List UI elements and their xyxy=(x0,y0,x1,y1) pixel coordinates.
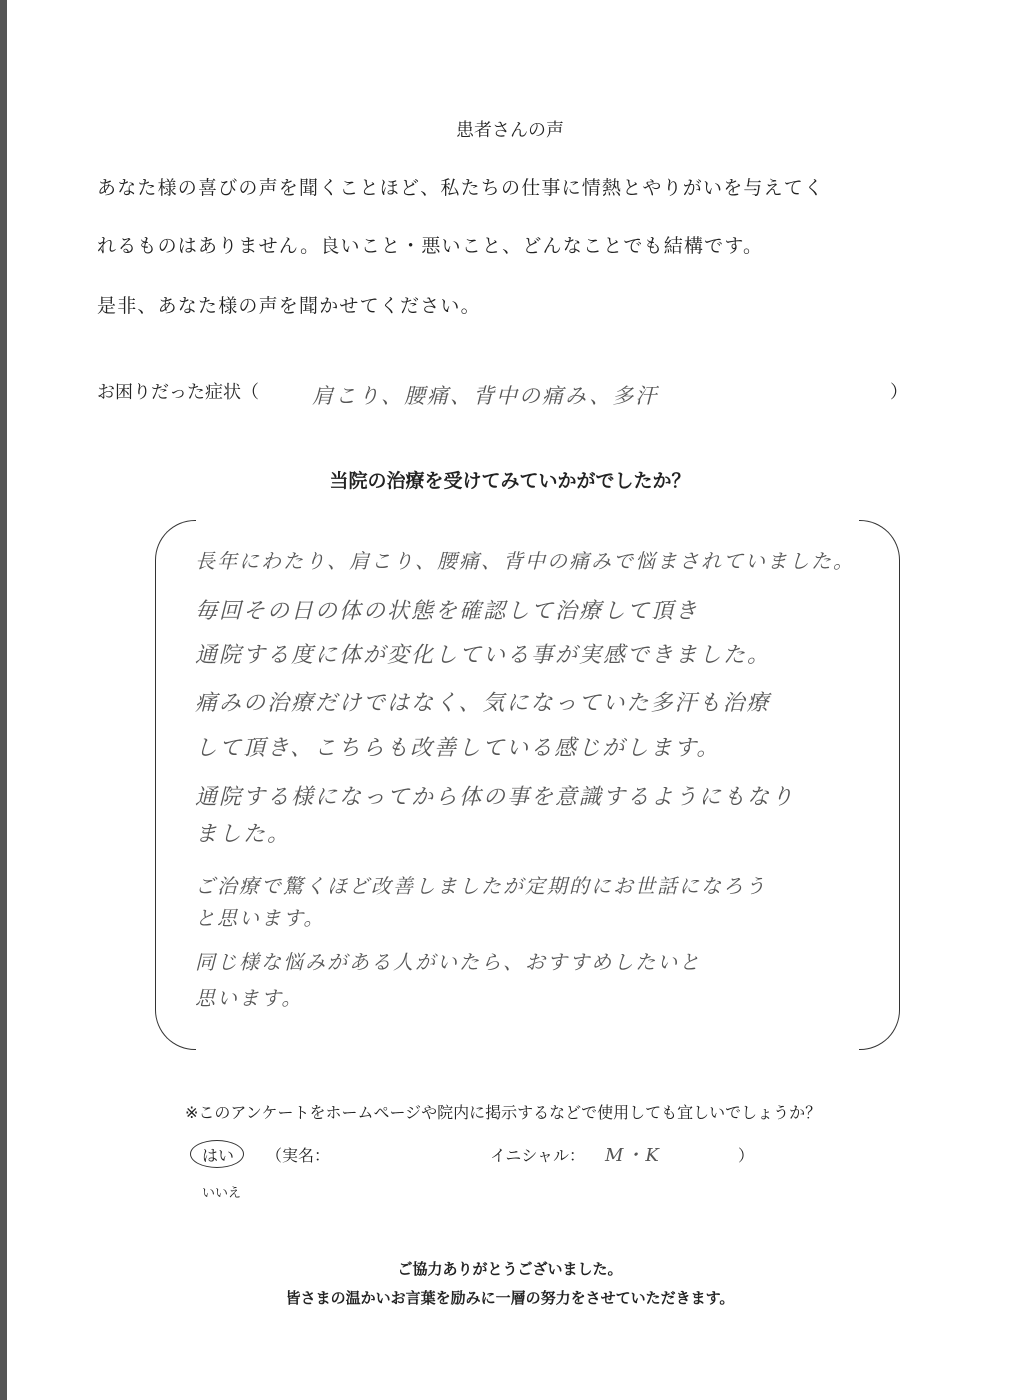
permission-question: ※このアンケートをホームページや院内に掲示するなどで使用しても宜しいでしょうか？ xyxy=(185,1103,822,1122)
thanks-line: ご協力ありがとうございました。 xyxy=(397,1260,623,1278)
no-option[interactable]: いいえ xyxy=(202,1186,242,1201)
answer-line: 思います。 xyxy=(195,986,304,1010)
initial-label: イニシャル： xyxy=(490,1146,586,1165)
question-heading: 当院の治療を受けてみていかがでしたか？ xyxy=(329,470,691,492)
page-title: 患者さんの声 xyxy=(456,120,564,141)
answer-line: ご治療で驚くほど改善しましたが定期的にお世話になろう xyxy=(195,874,767,898)
answer-line: 通院する様になってから体の事を意識するようにもなり xyxy=(195,785,796,810)
thanks-line: 皆さまの温かいお言葉を励みに一層の努力をさせていただきます。 xyxy=(285,1289,735,1307)
initial-close: ） xyxy=(738,1146,755,1165)
answer-line: して頂き、こちらも改善している感じがします。 xyxy=(195,736,721,761)
scan-edge xyxy=(0,0,7,1400)
intro-line: 是非、あなた様の声を聞かせてください。 xyxy=(97,295,481,317)
intro-line: あなた様の喜びの声を聞くことほど、私たちの仕事に情熱とやりがいを与えてく xyxy=(97,177,825,199)
real-name-label: （実名： xyxy=(266,1146,331,1165)
symptoms-value: 肩こり、腰痛、背中の痛み、多汗 xyxy=(312,384,659,408)
answer-line: 痛みの治療だけではなく、気になっていた多汗も治療 xyxy=(195,691,771,716)
initial-value: M・K xyxy=(605,1145,661,1166)
answer-line: 長年にわたり、肩こり、腰痛、背中の痛みで悩まされていました。 xyxy=(195,549,855,573)
answer-line: ました。 xyxy=(195,822,292,847)
answer-line: 通院する度に体が変化している事が実感できました。 xyxy=(195,643,772,668)
answer-line: と思います。 xyxy=(195,906,326,930)
intro-line: れるものはありません。良いこと・悪いこと、どんなことでも結構です。 xyxy=(97,235,764,257)
symptoms-label: お困りだった症状（ xyxy=(97,382,259,403)
symptoms-close: ） xyxy=(890,382,908,403)
yes-option[interactable]: はい xyxy=(202,1146,235,1165)
answer-line: 毎回その日の体の状態を確認して治療して頂き xyxy=(195,599,700,624)
answer-line: 同じ様な悩みがある人がいたら、おすすめしたいと xyxy=(195,950,702,974)
